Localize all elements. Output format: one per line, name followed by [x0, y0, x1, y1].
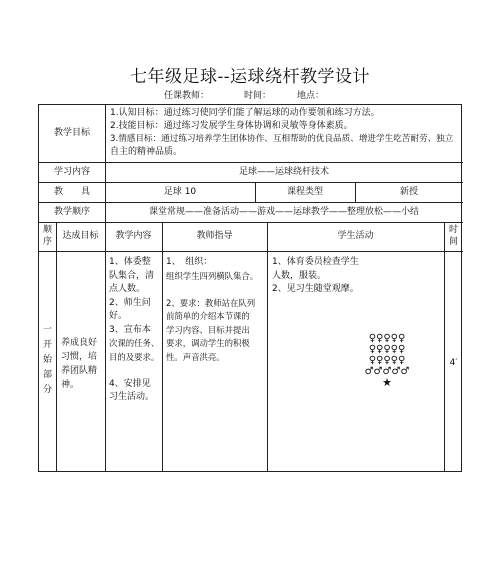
order-char: 始: [42, 355, 52, 365]
header-time-char: 间: [448, 237, 458, 247]
guide-line: 2、要求：教师站在队列: [166, 297, 256, 308]
header-guide: 教师指导: [196, 231, 233, 241]
part1-time: 4′: [449, 358, 458, 368]
course-type-label: 课程类型: [286, 187, 323, 197]
row-divider: [39, 222, 463, 223]
part1-content: [109, 256, 163, 405]
col-divider: [56, 222, 57, 472]
row-divider: [39, 202, 463, 203]
teacher-star-icon: ★: [382, 376, 392, 389]
target-line: 习惯，培: [61, 352, 98, 362]
content-line: 1、体委整: [109, 257, 151, 267]
time-label: 时间：: [244, 91, 272, 101]
content-line: 2、师生问: [109, 297, 151, 308]
content-line: 次课的任务、: [109, 338, 160, 348]
target-line: 养团队精: [61, 366, 98, 376]
header-time-char: 时: [448, 225, 458, 235]
header-content: 教学内容: [115, 231, 152, 241]
content-line: 3、宣布本: [109, 324, 151, 335]
guide-line: 1、 组织：: [166, 257, 213, 267]
target-line: 神。: [61, 380, 80, 390]
guide-line: 前简单的介绍本节课的: [166, 311, 250, 321]
guide-gap: [166, 283, 268, 297]
activity-line: 2、见习生随堂观摩。: [272, 284, 359, 294]
guide-line: 性。声音洪亮。: [166, 351, 225, 362]
col-divider: [105, 222, 106, 472]
formation-row: ♀♀♀♀♀: [368, 333, 406, 344]
sequence-value: 课堂常规——准备活动——游戏——运球教学——整理放松——小结: [148, 207, 419, 217]
header-target: 达成目标: [62, 231, 99, 241]
col-divider: [105, 105, 106, 222]
content-line: 好。: [109, 311, 128, 321]
goal-line: 自主的精神品质。: [110, 147, 183, 157]
part1-activity: [272, 256, 442, 297]
material-label: 教 具: [53, 187, 90, 197]
guide-line: 要求，调动学生的积极: [166, 338, 250, 348]
content-gap: [109, 364, 163, 378]
formation-row: ♀♀♀♀♀: [368, 355, 406, 366]
order-char: 一: [42, 325, 52, 335]
header-order-char: 顺: [42, 225, 52, 235]
row-divider: [39, 162, 463, 163]
content-line: 4、安排见: [109, 378, 151, 389]
header-order-char: 序: [42, 237, 52, 247]
row-divider: [39, 251, 463, 252]
part1-guide: [166, 256, 268, 364]
goal-line: 2.技能目标：通过练习发展学生身体协调和灵敏等身体素质。: [110, 121, 353, 131]
part1-order: [39, 323, 56, 398]
part1-target: [61, 336, 105, 392]
goal-line: 1.认知目标：通过练习使同学们能了解运球的动作要领和练习方法。: [110, 108, 380, 118]
content-line: 队集合，清: [109, 270, 155, 281]
content-line: 习生活动。: [109, 392, 155, 402]
course-type-value: 新授: [399, 187, 418, 197]
lesson-plan-table: [38, 104, 462, 472]
guide-line: 学习内容、目标并提出: [166, 324, 250, 335]
goal-line: 3.情感目标：通过练习培养学生团体协作、互相帮助的优良品质、增进学生吃苦耐劳、独立: [110, 134, 454, 144]
goals-text: [110, 107, 460, 159]
formation-diagram: [357, 333, 417, 388]
goals-label: 教学目标: [53, 128, 90, 138]
content-label: 学习内容: [53, 167, 90, 177]
guide-line: 组织学生四列横队集合。: [166, 270, 259, 281]
content-line: 目的及要求。: [109, 351, 160, 362]
header-time: [444, 224, 463, 248]
col-divider: [444, 222, 445, 472]
teacher-label: 任课教师：: [164, 91, 210, 101]
formation-row: ♀♀♀♀♀: [368, 344, 406, 355]
activity-line: 1、体育委员检查学生: [272, 257, 359, 267]
order-char: 部: [42, 370, 52, 380]
place-label: 地点：: [297, 91, 325, 101]
material-value: 足球 10: [163, 187, 197, 197]
order-char: 分: [42, 385, 52, 395]
order-char: 开: [42, 340, 52, 350]
formation-row: ♂♂♂♂♂: [364, 366, 410, 377]
header-activity: 学生活动: [337, 231, 374, 241]
content-value: 足球——运球绕杆技术: [238, 167, 329, 177]
header-order: [39, 224, 56, 248]
activity-line: 人数，服装。: [272, 270, 327, 281]
content-line: 点人数。: [109, 284, 146, 294]
target-line: 养成良好: [61, 338, 98, 348]
page-title: 七年级足球--运球绕杆教学设计: [130, 67, 370, 87]
sequence-label: 教学顺序: [53, 207, 90, 217]
row-divider: [39, 182, 463, 183]
